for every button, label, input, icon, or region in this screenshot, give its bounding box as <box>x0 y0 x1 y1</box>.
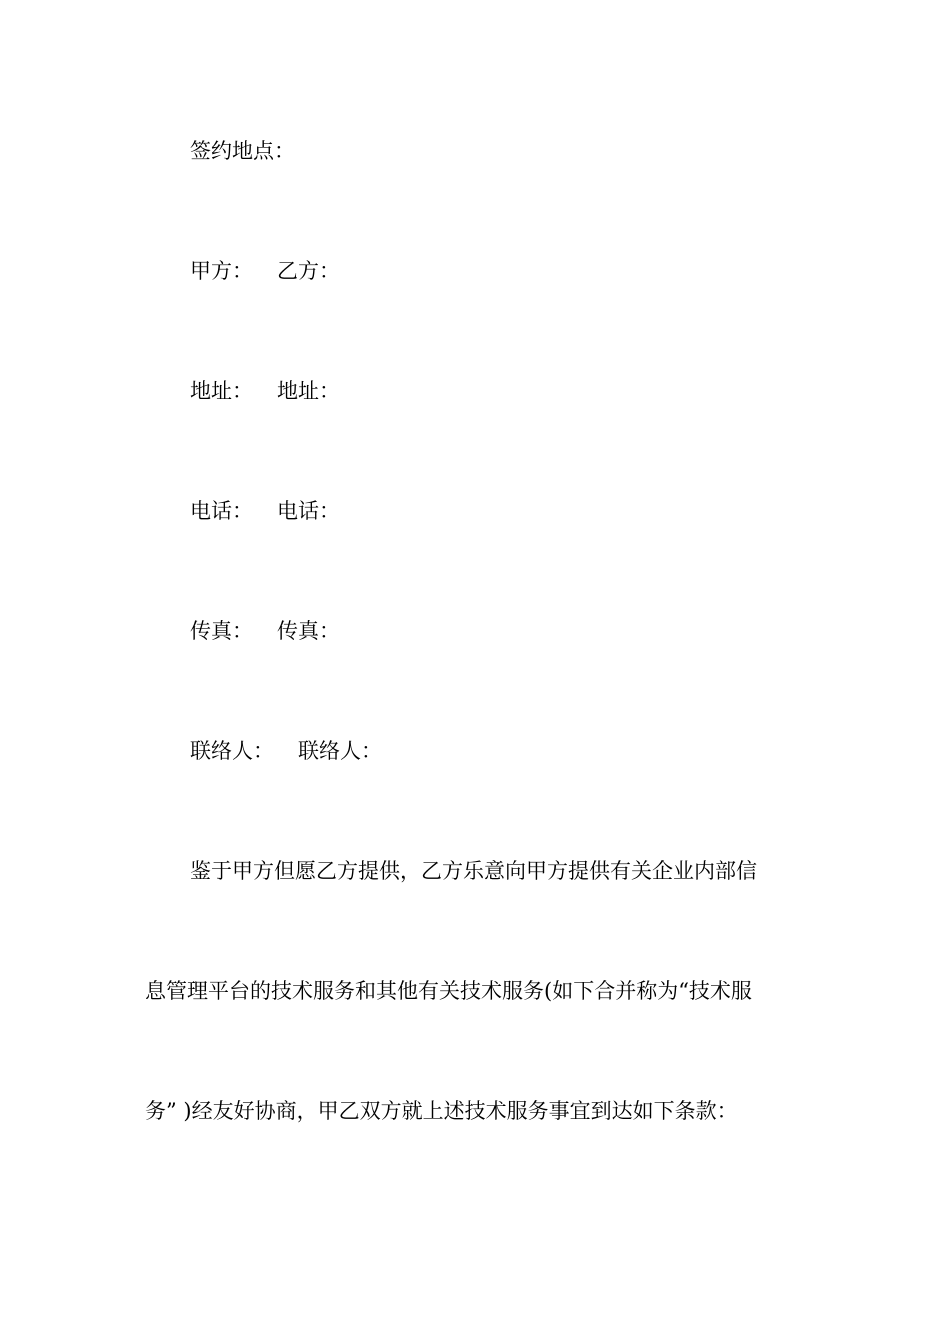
fax-row <box>190 618 340 644</box>
party-a-label: 甲方： <box>190 259 253 283</box>
party-row <box>190 258 340 284</box>
phone-b-label: 电话： <box>277 499 340 523</box>
paragraph-line-1: 鉴于甲方但愿乙方提供，乙方乐意向甲方提供有关企业内部信 <box>190 859 757 883</box>
party-b-label: 乙方： <box>277 259 340 283</box>
signing-place-label: 签约地点： <box>190 139 295 163</box>
address-row <box>190 378 340 404</box>
paragraph-line-2: 息管理平台的技术服务和其他有关技术服务(如下合并称为“技术服 <box>145 979 752 1003</box>
fax-b-label: 传真： <box>277 619 340 643</box>
contact-b-label: 联络人： <box>298 739 382 763</box>
phone-a-label: 电话： <box>190 499 253 523</box>
address-b-label: 地址： <box>277 379 340 403</box>
contact-a-label: 联络人： <box>190 739 274 763</box>
phone-row <box>190 498 340 524</box>
paragraph-line-3: 务” )经友好协商，甲乙双方就上述技术服务事宜到达如下条款： <box>145 1099 738 1123</box>
address-a-label: 地址： <box>190 379 253 403</box>
fax-a-label: 传真： <box>190 619 253 643</box>
contact-row <box>190 738 382 764</box>
